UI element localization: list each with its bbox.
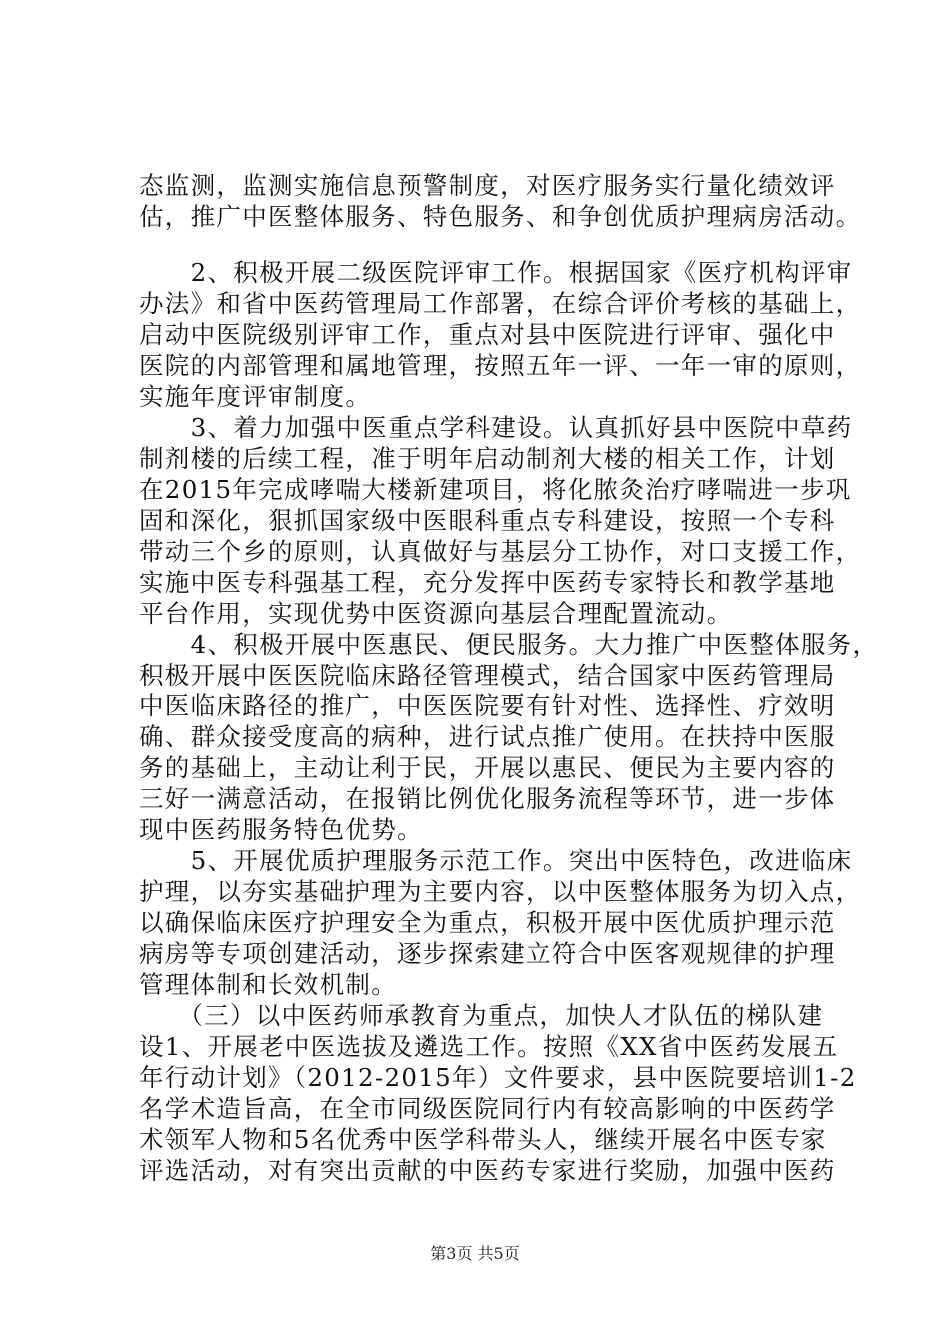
text-line: 名学术造旨高，在全市同级医院同行内有较高影响的中医药学 xyxy=(139,1094,836,1123)
text-line: 设1、开展老中医选拔及遴选工作。按照《XX省中医药发展五 xyxy=(139,1032,839,1061)
text-line: 估，推广中医整体服务、特色服务、和争创优质护理病房活动。 xyxy=(139,202,862,231)
text-line: 术领军人物和5名优秀中医学科带头人，继续开展名中医专家 xyxy=(139,1125,827,1154)
text-line: 态监测，监测实施信息预警制度，对医疗服务实行量化绩效评 xyxy=(139,171,836,200)
text-line: 制剂楼的后续工程，准于明年启动制剂大楼的相关工作，计划 xyxy=(139,444,836,473)
text-line: 5、开展优质护理服务示范工作。突出中医特色，改进临床 xyxy=(139,846,853,875)
text-line: 固和深化，狠抓国家级中医眼科重点专科建设，按照一个专科 xyxy=(139,506,836,535)
page-number-footer: 第3页 共5页 xyxy=(430,1244,520,1263)
text-line: 以确保临床医疗护理安全为重点，积极开展中医优质护理示范 xyxy=(139,908,836,937)
text-line: 实施中医专科强基工程，充分发挥中医药专家特长和教学基地 xyxy=(139,568,836,597)
text-line: 护理，以夯实基础护理为主要内容，以中医整体服务为切入点， xyxy=(139,877,862,906)
text-line: 确、群众接受度高的病种，进行试点推广使用。在扶持中医服 xyxy=(139,722,836,751)
text-line: 评选活动，对有突出贡献的中医药专家进行奖励，加强中医药 xyxy=(139,1156,836,1185)
text-line: 2、积极开展二级医院评审工作。根据国家《医疗机构评审 xyxy=(139,258,853,287)
text-line: （三）以中医药师承教育为重点，加快人才队伍的梯队建 xyxy=(139,1001,824,1030)
text-line: 管理体制和长效机制。 xyxy=(139,970,397,999)
text-line: 3、着力加强中医重点学科建设。认真抓好县中医院中草药 xyxy=(139,413,853,442)
text-line: 实施年度评审制度。 xyxy=(139,382,372,411)
text-line: 三好一满意活动，在报销比例优化服务流程等环节，进一步体 xyxy=(139,784,836,813)
text-line: 医院的内部管理和属地管理，按照五年一评、一年一审的原则， xyxy=(139,351,862,380)
text-line: 病房等专项创建活动，逐步探索建立符合中医客观规律的护理 xyxy=(139,939,836,968)
text-line: 平台作用，实现优势中医资源向基层合理配置流动。 xyxy=(139,599,733,628)
text-line: 中医临床路径的推广，中医医院要有针对性、选择性、疗效明 xyxy=(139,691,836,720)
text-line: 办法》和省中医药管理局工作部署，在综合评价考核的基础上， xyxy=(139,289,862,318)
text-line: 4、积极开展中医惠民、便民服务。大力推广中医整体服务， xyxy=(139,630,879,659)
text-line: 积极开展中医医院临床路径管理模式，结合国家中医药管理局 xyxy=(139,661,836,690)
text-line: 带动三个乡的原则，认真做好与基层分工协作，对口支援工作， xyxy=(139,537,862,566)
text-line: 在2015年完成哮喘大楼新建项目，将化脓灸治疗哮喘进一步巩 xyxy=(139,475,852,504)
text-line: 年行动计划》（2012-2015年）文件要求，县中医院要培训1-2 xyxy=(139,1063,857,1092)
text-line: 务的基础上，主动让利于民，开展以惠民、便民为主要内容的 xyxy=(139,753,836,782)
text-line: 现中医药服务特色优势。 xyxy=(139,815,423,844)
text-line: 启动中医院级别评审工作，重点对县中医院进行评审、强化中 xyxy=(139,320,836,349)
